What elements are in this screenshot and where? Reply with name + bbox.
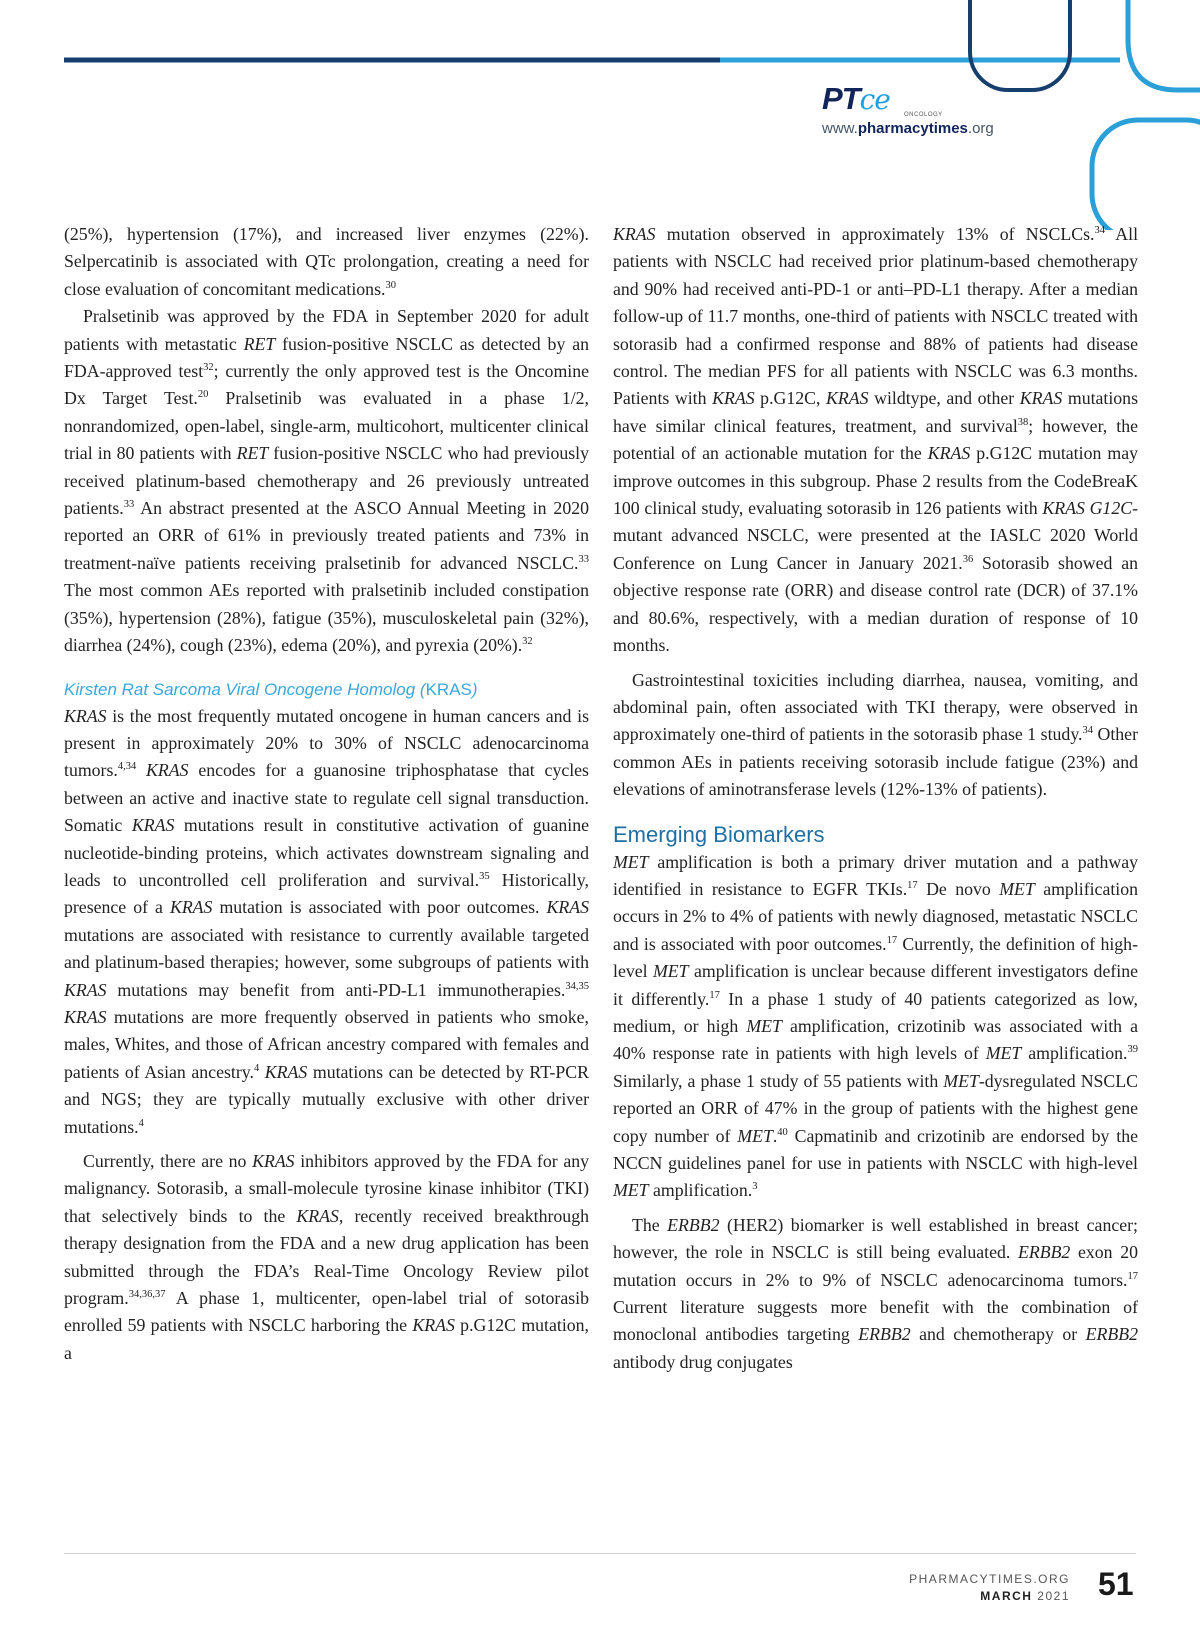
- page-number: 51: [1098, 1566, 1134, 1602]
- site-url: www.pharmacytimes.org: [822, 120, 994, 137]
- header-ring-blue-top: [1128, 0, 1200, 90]
- header-ring-blue: [1092, 120, 1200, 230]
- right-paragraph-2: Gastrointestinal toxicities including diarrhea, nausea, vomiting, and abdominal pain, often associated with TKI therapy, were observed in approximately one-third of patients in the sotorasib phase 1 study.$^{34}$ Other common AEs in patients receiving sotorasib include fatigue (23%) and elevations of aminotransferase levels (12%-13% of patients).: [613, 669, 1138, 800]
- left-paragraph-1: (25%), hypertension (17%), and increased liver enzymes (22%). Selpercatinib is associated with QTc prolongation, creating a need for close evaluation of concomitant medications.$^{30}$: [64, 224, 589, 299]
- logo-wordmark: [822, 81, 890, 117]
- footer-month: MARCH: [980, 1589, 1033, 1603]
- logo-pt: PT: [822, 81, 860, 116]
- left-paragraph-2: Pralsetinib was approved by the FDA in September 2020 for adult patients with metastatic RET fusion-positive NSCLC as detected by an FDA-approved test$^{32}$; currently the only approved test is the Oncomine Dx Target Test.$^{20}$ Pralsetinib was evaluated in a phase 1/2, nonrandomized, open-label, single-arm, multicohort, multicenter clinical trial in 80 patients with RET fusion-positive NSCLC who had previously received platinum-based chemotherapy and 26 previously untreated patients.$^{33}$ An abstract presented at the ASCO Annual Meeting in 2020 reported an ORR of 61% in previously treated patients and 73% in treatment-naïve patients receiving pralsetinib for advanced NSCLC.$^{33}$ The most common AEs reported with pralsetinib included constipation (35%), hypertension (28%), fatigue (35%), musculoskeletal pain (32%), diarrhea (24%), cough (23%), edema (20%), and pyrexia (20%).$^{32}$: [64, 306, 589, 656]
- footer-year: 2021: [1037, 1589, 1070, 1603]
- left-column: [64, 221, 589, 1367]
- footer-date: [880, 1589, 1070, 1603]
- header-decoration: [0, 0, 1200, 230]
- emerging-biomarkers-heading: Emerging Biomarkers: [613, 821, 825, 847]
- kras-subheading: Kirsten Rat Sarcoma Viral Oncogene Homolog (KRAS): [64, 679, 478, 699]
- right-paragraph-1: KRAS mutation observed in approximately 13% of NSCLCs.$^{34}$ All patients with NSCLC had received prior platinum-based chemotherapy and 90% had received anti-PD-1 or anti–PD-L1 therapy. After a median follow-up of 11.7 months, one-third of patients with NSCLC treated with sotorasib had a confirmed response and 88% of patients had disease control. The median PFS for all patients with NSCLC was 6.3 months. Patients with KRAS p.G12C, KRAS wildtype, and other KRAS mutations have similar clinical features, treatment, and survival$^{38}$; however, the potential of an actionable mutation for the KRAS p.G12C mutation may improve outcomes in this subgroup. Phase 2 results from the CodeBreaK 100 clinical study, evaluating sotorasib in 126 patients with KRAS G12C-mutant advanced NSCLC, were presented at the IASLC 2020 World Conference on Lung Cancer in January 2021.36 Sotorasib showed an objective response rate (ORR) and disease control rate (DCR) of 37.1% and 80.6%, respectively, with a median duration of response of 10 months.: [613, 224, 1139, 656]
- right-paragraph-3: MET amplification is both a primary driver mutation and a pathway identified in resistance to EGFR TKIs.$^{17}$ De novo MET amplification occurs in 2% to 4% of patients with newly diagnosed, metastatic NSCLC and is associated with poor outcomes.$^{17}$ Currently, the definition of high-level MET amplification is unclear because different investigators define it differently.$^{17}$ In a phase 1 study of 40 patients categorized as low, medium, or high MET amplification, crizotinib was associated with a 40% response rate in patients with high levels of MET amplification.$^{39}$ Similarly, a phase 1 study of 55 patients with MET-dysregulated NSCLC reported an ORR of 47% in the group of patients with the highest gene copy number of MET.$^{40}$ Capmatinib and crizotinib are endorsed by the NCCN guidelines panel for use in patients with NSCLC with high-level MET amplification.$^3$: [613, 851, 1139, 1201]
- footer-divider: [64, 1553, 1136, 1554]
- header-ring-outline: [970, 0, 1070, 90]
- logo-oncology: ONCOLOGY: [904, 112, 943, 118]
- right-paragraph-4: The ERBB2 (HER2) biomarker is well established in breast cancer; however, the role in NSCLC is still being evaluated. ERBB2 exon 20 mutation occurs in 2% to 9% of NSCLC adenocarcinoma tumors.$^{17}$ Current literature suggests more benefit with the combination of monoclonal antibodies targeting ERBB2 and chemotherapy or ERBB2 antibody drug conjugates: [613, 1214, 1139, 1372]
- right-column: [613, 221, 1138, 1376]
- left-paragraph-4: Currently, there are no KRAS inhibitors approved by the FDA for any malignancy. Sotorasib, a small-molecule tyrosine kinase inhibitor (TKI) that selectively binds to the KRAS, recently received breakthrough therapy designation from the FDA and a new drug application has been submitted through the FDA’s Real-Time Oncology Review pilot program.$^{34,36,37}$ A phase 1, multicenter, open-label trial of sotorasib enrolled 59 patients with NSCLC harboring the KRAS p.G12C mutation, a: [64, 1151, 589, 1363]
- left-paragraph-3: KRAS is the most frequently mutated oncogene in human cancers and is present in approximately 20% to 30% of NSCLC adenocarcinoma tumors.$^{4,34}$ KRAS encodes for a guanosine triphosphatase that cycles between an active and inactive state to regulate cell signal transduction. Somatic KRAS mutations result in constitutive activation of guanine nucleotide-binding proteins, which activates downstream signaling and leads to uncontrolled cell proliferation and survival.$^{35}$ Historically, presence of a KRAS mutation is associated with poor outcomes. KRAS mutations are associated with resistance to currently available targeted and platinum-based therapies; however, some subgroups of patients with KRAS mutations may benefit from anti-PD-L1 immunotherapies.$^{34,35}$ KRAS mutations are more frequently observed in patients who smoke, males, Whites, and those of African ancestry compared with females and patients of Asian ancestry.$^4$ KRAS mutations can be detected by RT-PCR and NGS; they are typically mutually exclusive with other driver mutations.$^4$: [64, 705, 589, 1137]
- footer-site: PHARMACYTIMES.ORG: [909, 1572, 1070, 1586]
- logo-ce: ce: [859, 83, 890, 116]
